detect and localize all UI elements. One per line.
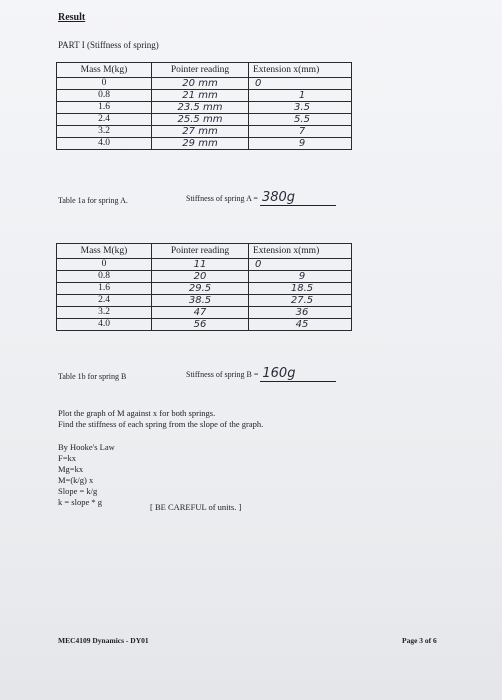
hookes-law-line: Slope = k/g bbox=[58, 486, 98, 496]
table-row bbox=[57, 283, 352, 295]
pointer-cell: 27 mm bbox=[152, 126, 249, 138]
table-spring-a bbox=[56, 62, 352, 150]
stiffness-b-blank bbox=[260, 366, 336, 382]
mass-cell: 0 bbox=[57, 259, 152, 271]
table-row bbox=[57, 259, 352, 271]
extension-cell: 27.5 bbox=[249, 295, 352, 307]
table-row bbox=[57, 102, 352, 114]
pointer-cell: 38.5 bbox=[152, 295, 249, 307]
pointer-cell: 47 bbox=[152, 307, 249, 319]
stiffness-a-label: Stiffness of spring A = bbox=[186, 194, 258, 203]
extension-cell: 18.5 bbox=[249, 283, 352, 295]
table-row bbox=[57, 319, 352, 331]
pointer-cell: 20 mm bbox=[152, 78, 249, 90]
extension-cell: 5.5 bbox=[249, 114, 352, 126]
header-pointer: Pointer reading bbox=[152, 63, 249, 78]
footer-course: MEC4109 Dynamics - DY01 bbox=[58, 636, 149, 645]
extension-cell: 9 bbox=[249, 138, 352, 150]
extension-cell: 9 bbox=[249, 271, 352, 283]
pointer-cell: 21 mm bbox=[152, 90, 249, 102]
mass-cell: 1.6 bbox=[57, 102, 152, 114]
header-extension: Extension x(mm) bbox=[249, 244, 352, 259]
table-row bbox=[57, 114, 352, 126]
stiffness-a-value: 380g bbox=[261, 190, 296, 205]
table-header-row bbox=[57, 244, 352, 259]
hookes-law-title: By Hooke's Law bbox=[58, 442, 115, 452]
table-b-caption: Table 1b for spring B bbox=[58, 372, 127, 381]
mass-cell: 3.2 bbox=[57, 307, 152, 319]
table-spring-b bbox=[56, 243, 352, 331]
pointer-cell: 56 bbox=[152, 319, 249, 331]
mass-cell: 0 bbox=[57, 78, 152, 90]
extension-cell: 36 bbox=[249, 307, 352, 319]
hookes-law-line: k = slope * g bbox=[58, 497, 102, 507]
pointer-cell: 20 bbox=[152, 271, 249, 283]
table-row bbox=[57, 90, 352, 102]
mass-cell: 2.4 bbox=[57, 295, 152, 307]
extension-cell: 45 bbox=[249, 319, 352, 331]
mass-cell: 2.4 bbox=[57, 114, 152, 126]
extension-cell: 1 bbox=[249, 90, 352, 102]
mass-cell: 0.8 bbox=[57, 90, 152, 102]
pointer-cell: 29 mm bbox=[152, 138, 249, 150]
result-heading: Result bbox=[58, 12, 86, 23]
table-header-row bbox=[57, 63, 352, 78]
instruction-stiffness: Find the stiffness of each spring from the slope of the graph. bbox=[58, 419, 264, 429]
header-pointer: Pointer reading bbox=[152, 244, 249, 259]
pointer-cell: 25.5 mm bbox=[152, 114, 249, 126]
extension-cell: 0 bbox=[249, 78, 352, 90]
stiffness-b-label: Stiffness of spring B = bbox=[186, 370, 259, 379]
mass-cell: 1.6 bbox=[57, 283, 152, 295]
extension-cell: 7 bbox=[249, 126, 352, 138]
table-row bbox=[57, 138, 352, 150]
pointer-cell: 11 bbox=[152, 259, 249, 271]
hookes-law-line: M=(k/g) x bbox=[58, 475, 94, 485]
table-row bbox=[57, 271, 352, 283]
table-row bbox=[57, 126, 352, 138]
stiffness-b bbox=[186, 366, 336, 382]
header-extension: Extension x(mm) bbox=[249, 63, 352, 78]
table-a-caption: Table 1a for spring A. bbox=[58, 196, 128, 205]
careful-note: [ BE CAREFUL of units. ] bbox=[150, 502, 242, 512]
stiffness-a-blank bbox=[260, 190, 336, 206]
footer-page-number: Page 3 of 6 bbox=[402, 636, 437, 645]
mass-cell: 4.0 bbox=[57, 138, 152, 150]
stiffness-a bbox=[186, 190, 336, 206]
part-title: PART I (Stiffness of spring) bbox=[58, 40, 159, 50]
pointer-cell: 29.5 bbox=[152, 283, 249, 295]
stiffness-b-value: 160g bbox=[262, 366, 296, 381]
hookes-law-line: F=kx bbox=[58, 453, 77, 463]
table-row bbox=[57, 295, 352, 307]
table-row bbox=[57, 78, 352, 90]
mass-cell: 0.8 bbox=[57, 271, 152, 283]
instruction-plot: Plot the graph of M against x for both springs. bbox=[58, 408, 216, 418]
extension-cell: 0 bbox=[249, 259, 352, 271]
hookes-law-line: Mg=kx bbox=[58, 464, 84, 474]
table-row bbox=[57, 307, 352, 319]
mass-cell: 3.2 bbox=[57, 126, 152, 138]
extension-cell: 3.5 bbox=[249, 102, 352, 114]
mass-cell: 4.0 bbox=[57, 319, 152, 331]
header-mass: Mass M(kg) bbox=[57, 244, 152, 259]
pointer-cell: 23.5 mm bbox=[152, 102, 249, 114]
header-mass: Mass M(kg) bbox=[57, 63, 152, 78]
